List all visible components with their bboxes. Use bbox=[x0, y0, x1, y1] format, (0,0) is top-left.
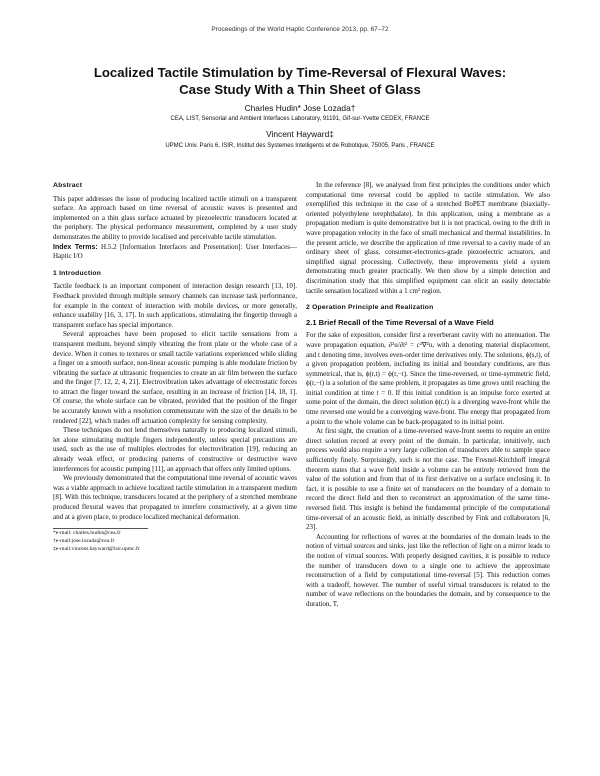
affiliation-1: CEA, LIST, Sensorial and Ambient Interfaces Laboratory, 91191, Gif-sur-Yvette CEDEX, FRANCE bbox=[170, 116, 430, 122]
index-terms-label: Index Terms: bbox=[53, 243, 98, 251]
section-2-heading: 2 Operation Principle and Realization bbox=[306, 304, 434, 312]
index-terms-text: H.5.2 [Information Interfaces and Presentation]: User Interfaces—Haptic I/O bbox=[53, 242, 297, 261]
body-paragraph: At first sight, the creation of a time-reversed wave-front seems to require an entire direct solution record at every point of the domain. In particular, intuitively, such process would also require a very large collection of transducers able to sample space sufficiently finely. Surprisingly, such is not the case. The Fresnel-Kirchhoff integral theorem states that a wave field inside a volume can be entirely retrieved from the value of the solution and from that of its first derivative on a surface enclosing it. In fact, it is possible to use a finite set of transducers on the boundary of a domain to record the direct field and then to reconstruct an approximation of the same time-reversed field. This insight is behind the fundamental principle of the computational time-reversal of an acoustic field, as initially described by Fink and collaborators [6, 23]. bbox=[306, 427, 550, 532]
intro-paragraph: We previously demonstrated that the computational time reversal of acoustic waves was a viable approach to achieve localized tactile stimulation in a transparent medium [8]. With this technique, transducers located at the periphery of a stretched membrane produced flexural waves that propagated to interfere constructively, at a given time and at a given place, to produce localized mechanical deformation. bbox=[53, 474, 297, 521]
subsection-2-1-heading: 2.1 Brief Recall of the Time Reversal of a Wave Field bbox=[306, 317, 494, 327]
authors-row-1: Charles Hudin* Jose Lozada† bbox=[244, 103, 356, 113]
paper-title bbox=[40, 64, 560, 98]
footnote: *e-mail: charles.hudin@cea.fr bbox=[53, 530, 121, 537]
intro-paragraph: These techniques do not lend themselves naturally to producing localized stimuli, let alone stimulating multiple fingers independently, unless special precautions are used, such as the use of multiples electrodes for electrovibration [19], reducing an already weak effect, or producing patterns of constructive or destructive wave interferences for acoustic pumping [11], an approach that offers only limited options. bbox=[53, 426, 297, 473]
footnote: ‡e-mail:vincent.hayward@isir.upmc.fr bbox=[53, 546, 140, 553]
body-paragraph: Accounting for reflections of waves at the boundaries of the domain leads to the notion of virtual sources and sinks, just like the reflection of light on a mirror leads to the notion of virtual sources. With properly designed cavities, it is possible to reduce the number of transducers down to a single one to achieve the approximate reconstruction of a field by computational time-reversal [5]. This reduction comes with a tradeoff, however. The number of useful virtual transducers is related to the number of wave reflections on the boundaries the domain, and by consequence to the duration, T, bbox=[306, 532, 550, 608]
left-column bbox=[53, 181, 297, 553]
intro-paragraph: Several approaches have been proposed to elicit tactile sensations from a transparent medium, beyond simply vibrating the front plate or the whole case of a device. When it comes to textures or small tactile variations experienced while sliding a finger on a smooth surface, non-linear acoustic pumping is able modulate friction by vibrating the surface at ultrasonic frequencies to create an air film between the surface and the finger [7, 12, 2, 4, 21]. Electrovibration takes advantage of electrostatic forces to attract the finger toward the surface, resulting in an increase of friction [14, 18, 1]. Of course, the whole surface can be vibrated, provided that the position of the finger be accurately known with a resolution commensurate with the size of the details to be rendered [22], which trades off actuation complexity for sensing complexity. bbox=[53, 330, 297, 425]
intro-paragraph: Tactile feedback is an important component of interaction design research [13, 10]. Feedback provided through multiple sensory channels can increase task performance, for example in the context of interaction with mobile devices, or more generally, enhance usability [16, 3, 17]. In such applications, stimulating the fingertip through a transparent surface has special importance. bbox=[53, 282, 297, 329]
intro-heading: 1 Introduction bbox=[53, 269, 102, 277]
running-header: Proceedings of the World Haptic Conference 2013, pp. 67–72 bbox=[211, 26, 389, 33]
title-line-1: Localized Tactile Stimulation by Time-Reversal of Flexural Waves: bbox=[93, 65, 507, 80]
abstract-heading: Abstract bbox=[53, 182, 83, 189]
body-paragraph: For the sake of exposition, consider first a reverberant cavity with no attenuation. The wave propagation equation, ∂²u/∂t² = c²∇²u, with a denoting material displacement, and t denoting time, involves even-order time derivatives only. The solutions, ϕ(s,t), of a given propagation problem, including its initial and boundary conditions, are thus symmetrical, that is, ϕ(r,t) = ϕ(r,−t). Since the time-reversed, or time-symmetric field, ϕ(r,−t) is a solution of the same problem, it propagates as time grows until reaching the initial condition at time t = 0. If this initial condition is an impulse force exerted at some point of the domain, the direct solution ϕ(r,t) is a diverging wave-front while the time reversed one would be a converging wave-front. The energy that propagated from a point to the whole volume can be back-propagated to its initial point. bbox=[306, 331, 550, 426]
abstract-text: This paper addresses the issue of producing localized tactile stimuli on a transparent surface. An approach based on time reversal of acoustic waves is presented and implemented on a thin glass surface actuated by piezoelectric transducers located at the periphery. The physical performance measurement, completed by a user study demonstrates the ability to provide localised and perceivable tactile stimulation. bbox=[53, 194, 297, 241]
title-line-2: Case Study With a Thin Sheet of Glass bbox=[179, 82, 421, 97]
body-paragraph: In the reference [8], we analysed from first principles the conditions under which computational time reversal could be applied to tactile stimulation. We also exemplified this technique in the case of a stretched BoPET membrane (biaxially-oriented polyethylene terephthalate). In this application, using a membrane as a propagation medium is quite demonstrative but it is not practical, owing to the drift in wave propagation velocity in the face of small mechanical and thermal instabilities. In the present article, we describe the application of time reversal to a cavity made of an ordinary sheet of glass, consumer-electronics-grade piezoelectric actuators, and simplified signal processing. Collectively, these improvements yield a system demonstrating much greater practically. We then show by a simple detection and discrimination study that this simplified equipment can elicit an easily detectable tactile sensation localized within a 1 cm² region. bbox=[306, 181, 550, 295]
footnote: †e-mail:jose.lozada@cea.fr bbox=[53, 538, 115, 545]
right-column bbox=[306, 181, 550, 610]
index-terms bbox=[53, 243, 297, 262]
authors-row-2: Vincent Hayward‡ bbox=[266, 129, 334, 139]
affiliation-2: UPMC Univ. Paris 6, ISIR, Institut des Systemes Intelligents et de Robotique, 75005, Paris , FRANCE bbox=[165, 143, 435, 149]
